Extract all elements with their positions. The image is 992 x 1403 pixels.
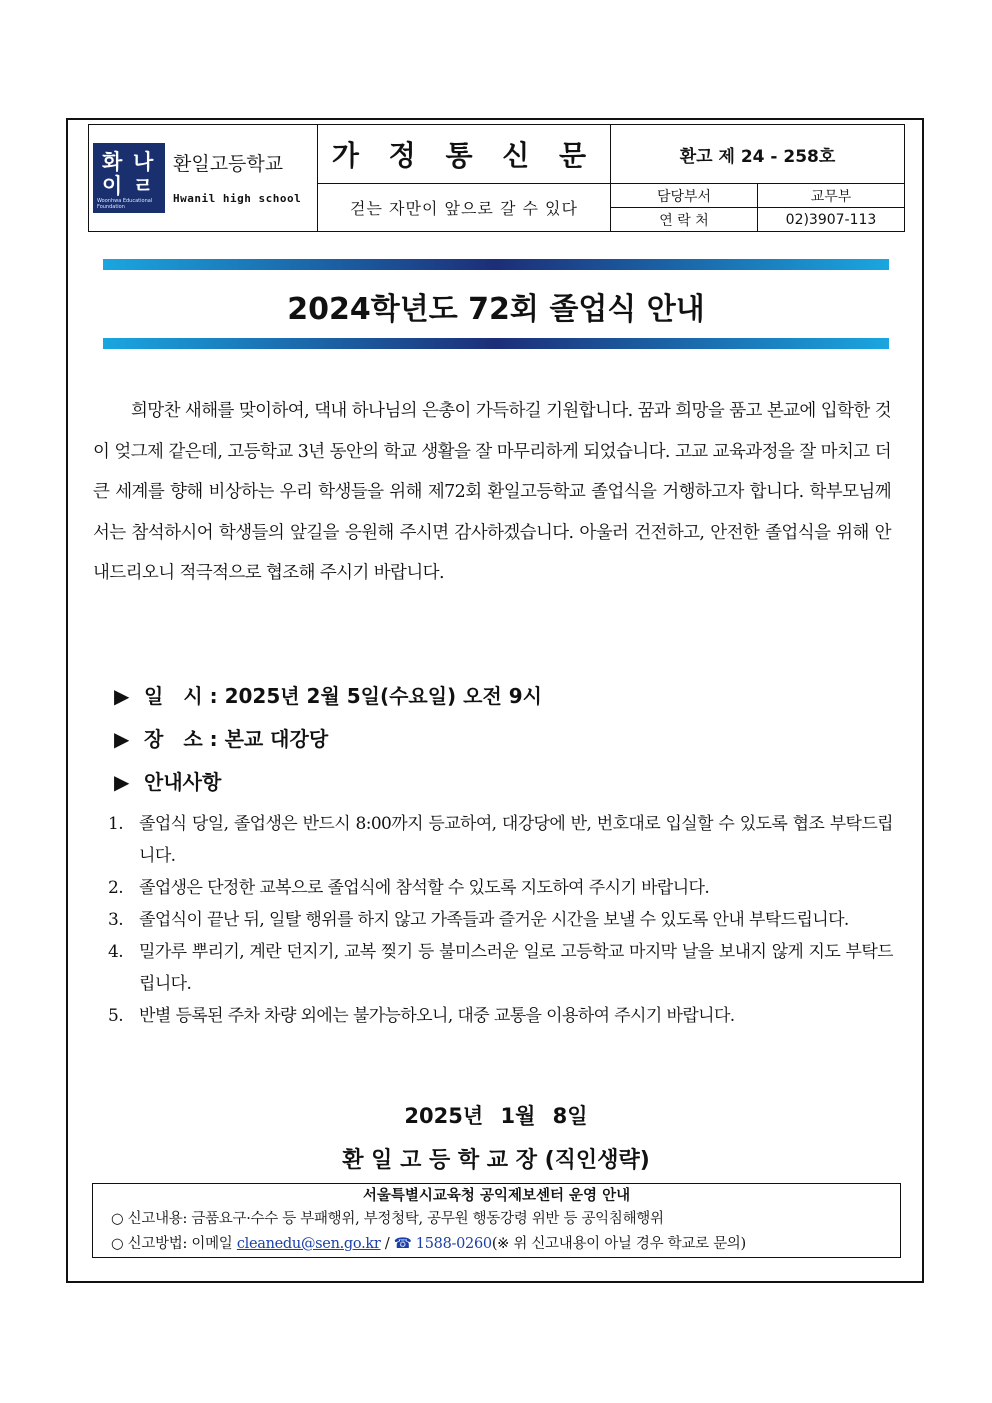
report-center-title: 서울특별시교육청 공익제보센터 운영 안내	[362, 1187, 631, 1204]
item-text: 졸업식 당일, 졸업생은 반드시 8:00까지 등교하여, 대강당에 반, 번호대로 입실할 수 있도록 협조 부탁드립니다.	[139, 814, 893, 866]
list-item	[108, 872, 893, 904]
dept-value: 교무부	[758, 184, 905, 208]
school-motto: 걷는 자만이 앞으로 갈 수 있다	[318, 184, 611, 232]
newsletter-title: 가 정 통 신 문	[318, 125, 611, 184]
bullet-icon: ○	[111, 1211, 124, 1227]
list-item	[108, 1000, 893, 1032]
report-method-suffix: (※ 위 신고내용이 아닐 경우 학교로 문의)	[491, 1236, 746, 1252]
report-content-line	[93, 1207, 900, 1232]
doc-number: 환고 제 24 - 258호	[611, 125, 905, 184]
document-title: 2024학년도 72회 졸업식 안내	[287, 292, 705, 327]
notice-list	[108, 808, 893, 1032]
item-text: 반별 등록된 주차 차량 외에는 불가능하오니, 대중 교통을 이용하여 주시기 바랍니다.	[139, 1006, 735, 1026]
item-number: 2.	[108, 878, 124, 898]
school-name-ko: 환일고등학교	[173, 152, 284, 175]
report-method-line	[93, 1232, 900, 1257]
dept-label: 담당부서	[611, 184, 758, 208]
logo-glyph: 이	[102, 174, 123, 198]
datetime-value: 2025년 2월 5일(수요일) 오전 9시	[224, 684, 543, 708]
list-item	[108, 904, 893, 936]
contact-value: 02)3907-113	[758, 208, 905, 232]
email-link[interactable]: cleanedu@sen.go.kr	[236, 1236, 381, 1252]
report-method-prefix: 신고방법: 이메일	[127, 1236, 233, 1252]
phone-number: ☎ 1588-0260	[393, 1236, 492, 1252]
item-number: 1.	[108, 814, 124, 834]
title-bar-top	[103, 259, 889, 270]
school-name-en: Hwanil high school	[173, 191, 302, 205]
intro-paragraph: 희망찬 새해를 맞이하여, 댁내 하나님의 은총이 가득하길 기원합니다. 꿈과 희망을 품고 본교에 입학한 것이 엊그제 같은데, 고등학교 3년 동안의 학교 생활을 잘 마무리하게 되었습니다. 고교 교육과정을 잘 마치고 더 큰 세계를 향해 비상하는 우리 학생들을 위해 제72회 환일고등학교 졸업식을 거행하고자 합니다. 학부모님께서는 참석하시어 학생들의 앞길을 응원해 주시면 감사하겠습니다. 아울러 건전하고, 안전한 졸업식을 위해 안내드리오니 적극적으로 협조해 주시기 바랍니다.	[93, 401, 891, 583]
signer: 환 일 고 등 학 교 장 (직인생략)	[342, 1148, 650, 1173]
datetime-row	[114, 680, 542, 709]
datetime-label: 일 시 :	[144, 684, 218, 708]
bullet-icon: ○	[111, 1236, 124, 1252]
header-table	[88, 124, 905, 232]
item-number: 3.	[108, 910, 124, 930]
school-logo	[93, 143, 165, 213]
logo-foundation: Woonhwa Educational Foundation	[97, 198, 153, 210]
separator: /	[384, 1236, 390, 1252]
report-content: 신고내용: 금품요구·수수 등 부패행위, 부정청탁, 공무원 행동강령 위반 등 공익침해행위	[127, 1211, 664, 1227]
report-center-box	[92, 1183, 901, 1258]
item-text: 밀가루 뿌리기, 계란 던지기, 교복 찢기 등 불미스러운 일로 고등학교 마지막 날을 보내지 않게 지도 부탁드립니다.	[139, 942, 893, 994]
issue-date: 2025년 1월 8일	[404, 1104, 588, 1128]
item-text: 졸업생은 단정한 교복으로 졸업식에 참석할 수 있도록 지도하여 주시기 바랍니다.	[139, 878, 710, 898]
item-number: 5.	[108, 1006, 124, 1026]
title-bar-bottom	[103, 338, 889, 349]
contact-label: 연 락 처	[611, 208, 758, 232]
list-item	[108, 936, 893, 1000]
place-label: 장 소 :	[144, 727, 218, 751]
item-text: 졸업식이 끝난 뒤, 일탈 행위를 하지 않고 가족들과 즐거운 시간을 보낼 수 있도록 안내 부탁드립니다.	[139, 910, 849, 930]
place-value: 본교 대강당	[224, 727, 329, 751]
logo-glyph: 나	[133, 150, 154, 174]
arrow-icon: ▶	[114, 770, 130, 794]
notice-row	[114, 766, 221, 795]
arrow-icon: ▶	[114, 727, 130, 751]
logo-glyph: 화	[102, 150, 123, 174]
item-number: 4.	[108, 942, 124, 962]
logo-cell	[89, 125, 318, 232]
logo-glyph: ㄹ	[133, 174, 154, 198]
notice-label: 안내사항	[144, 770, 222, 794]
list-item	[108, 808, 893, 872]
place-row	[114, 723, 328, 752]
arrow-icon: ▶	[114, 684, 130, 708]
